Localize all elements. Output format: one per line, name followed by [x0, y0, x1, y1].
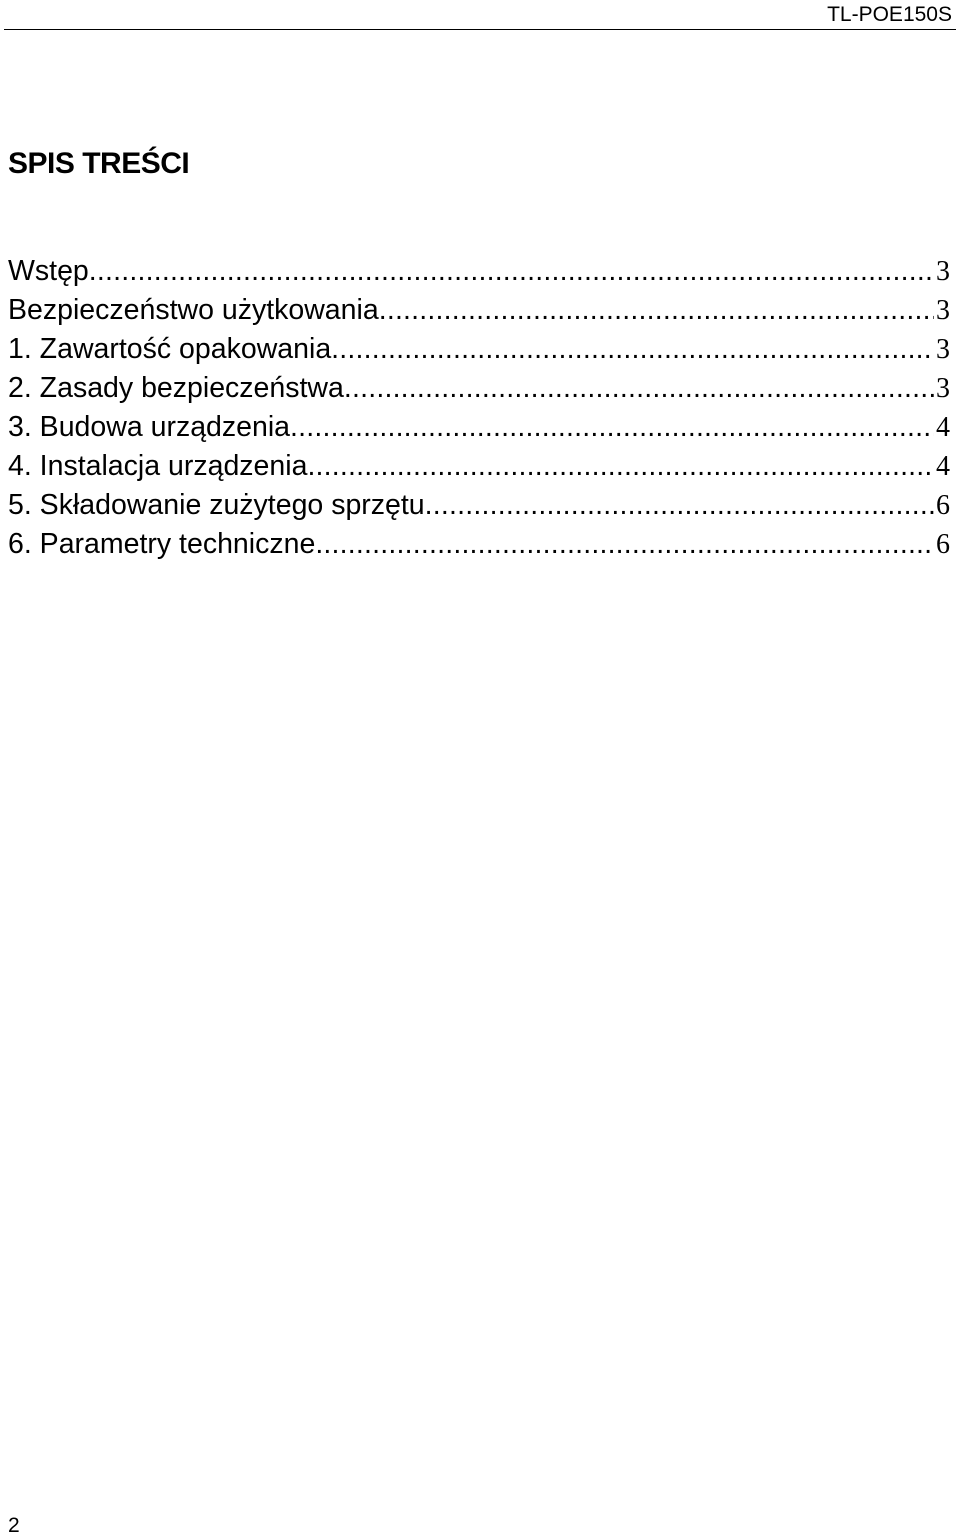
- toc-entry-page: 3: [936, 334, 950, 365]
- toc-entry[interactable]: [8, 291, 950, 330]
- toc-entry-label: 1. Zawartość opakowania: [8, 333, 332, 365]
- toc-dot-leader: [344, 369, 934, 408]
- toc-dot-leader: [379, 291, 934, 330]
- toc-entry-page: 6: [936, 490, 950, 521]
- toc-dot-leader: [89, 252, 934, 291]
- toc-dot-leader: [425, 486, 934, 525]
- toc-entry-page: 3: [936, 373, 950, 404]
- toc-list: [8, 252, 950, 564]
- toc-entry-label: Bezpieczeństwo użytkowania: [8, 294, 379, 326]
- toc-entry-page: 3: [936, 295, 950, 326]
- toc-dot-leader: [307, 447, 934, 486]
- toc-entry-label: 3. Budowa urządzenia: [8, 411, 291, 443]
- toc-dot-leader: [315, 525, 934, 564]
- toc-dot-leader: [290, 408, 934, 447]
- toc-dot-leader: [331, 330, 934, 369]
- toc-entry[interactable]: [8, 330, 950, 369]
- toc-entry[interactable]: [8, 486, 950, 525]
- toc-heading: SPIS TREŚCI: [8, 147, 190, 180]
- toc-entry[interactable]: [8, 447, 950, 486]
- header-model-name: TL-POE150S: [827, 3, 952, 26]
- toc-entry[interactable]: [8, 252, 950, 291]
- toc-entry[interactable]: [8, 369, 950, 408]
- toc-entry-label: 5. Składowanie zużytego sprzętu: [8, 489, 425, 521]
- toc-entry-label: 4. Instalacja urządzenia: [8, 450, 308, 482]
- toc-entry-page: 4: [936, 451, 950, 482]
- toc-entry-label: 6. Parametry techniczne: [8, 528, 316, 560]
- toc-entry-page: 4: [936, 412, 950, 443]
- toc-entry[interactable]: [8, 408, 950, 447]
- toc-entry-label: 2. Zasady bezpieczeństwa: [8, 372, 344, 404]
- toc-entry-page: 6: [936, 529, 950, 560]
- toc-entry[interactable]: [8, 525, 950, 564]
- header-divider: [4, 29, 956, 30]
- toc-entry-label: Wstęp: [8, 255, 89, 287]
- page-number: 2: [8, 1514, 20, 1537]
- toc-entry-page: 3: [936, 256, 950, 287]
